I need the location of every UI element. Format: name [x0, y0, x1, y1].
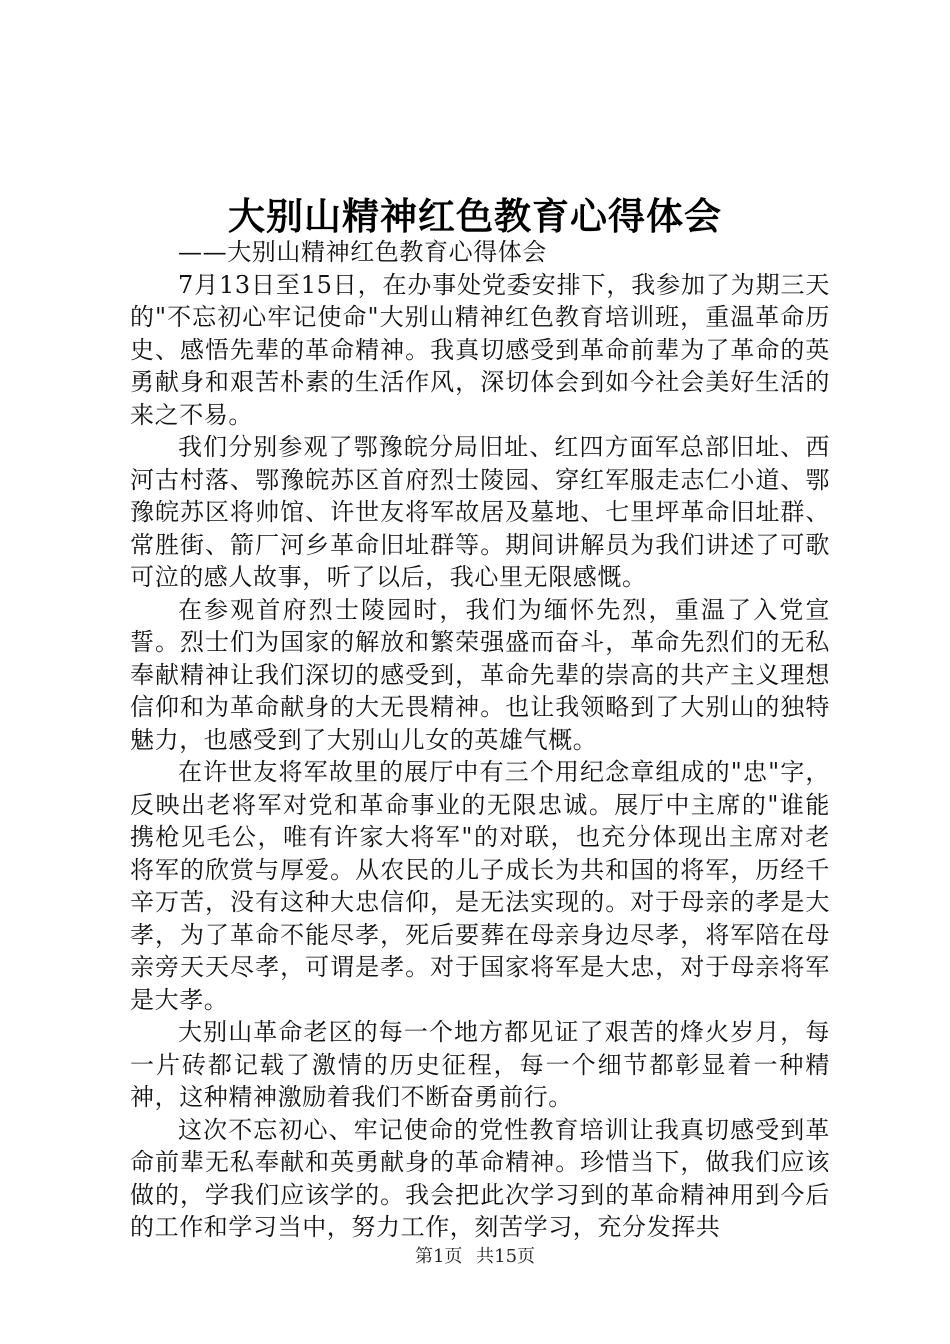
paragraph-3: 在参观首府烈士陵园时，我们为缅怀先烈，重温了入党宣誓。烈士们为国家的解放和繁荣强盛而奋斗，革命先烈们的无私奉献精神让我们深切的感受到，革命先辈的崇高的共产主义理想信仰和为革命献身的大无畏精神。也让我领略到了大别山的独特魅力，也感受到了大别山儿女的英雄气概。: [130, 595, 830, 754]
page-total: 共15页: [476, 1246, 536, 1267]
paragraph-5: 大别山革命老区的每一个地方都见证了艰苦的烽火岁月，每一片砖都记载了激情的历史征程，每一个细节都彰显着一种精神，这种精神激励着我们不断奋勇前行。: [130, 1018, 830, 1111]
page-footer: [0, 1242, 950, 1268]
subtitle: ——大别山精神红色教育心得体会: [178, 238, 547, 266]
paragraph-2: 我们分别参观了鄂豫皖分局旧址、红四方面军总部旧址、西河古村落、鄂豫皖苏区首府烈士陵园、穿红军服走志仁小道、鄂豫皖苏区将帅馆、许世友将军故居及墓地、七里坪革命旧址群、常胜街、箭厂河乡革命旧址群等。期间讲解员为我们讲述了可歌可泣的感人故事，听了以后，我心里无限感慨。: [130, 433, 830, 591]
page-title: 大别山精神红色教育心得体会: [228, 195, 722, 238]
paragraph-6: 这次不忘初心、牢记使命的党性教育培训让我真切感受到革命前辈无私奉献和英勇献身的革命精神。珍惜当下，做我们应该做的，学我们应该学的。我会把此次学习到的革命精神用到今后的工作和学习当中，努力工作，刻苦学习，充分发挥共: [130, 1115, 830, 1241]
page-number: 第1页: [414, 1246, 463, 1267]
paragraph-4: 在许世友将军故里的展厅中有三个用纪念章组成的"忠"字，反映出老将军对党和革命事业的无限忠诚。展厅中主席的"谁能携枪见毛公，唯有许家大将军"的对联，也充分体现出主席对老将军的欣赏与厚爱。从农民的儿子成长为共和国的将军，历经千辛万苦，没有这种大忠信仰，是无法实现的。对于母亲的孝是大孝，为了革命不能尽孝，死后要葬在母亲身边尽孝，将军陪在母亲旁天天尽孝，可谓是孝。对于国家将军是大忠，对于母亲将军是大孝。: [130, 758, 830, 1014]
document-body: [130, 236, 830, 1244]
paragraph-1: 7月13日至15日，在办事处党委安排下，我参加了为期三天的"不忘初心牢记使命"大别山精神红色教育培训班，重温革命历史、感悟先辈的革命精神。我真切感受到革命前辈为了革命的英勇献身和艰苦朴素的生活作风，深切体会到如今社会美好生活的来之不易。: [130, 270, 830, 429]
